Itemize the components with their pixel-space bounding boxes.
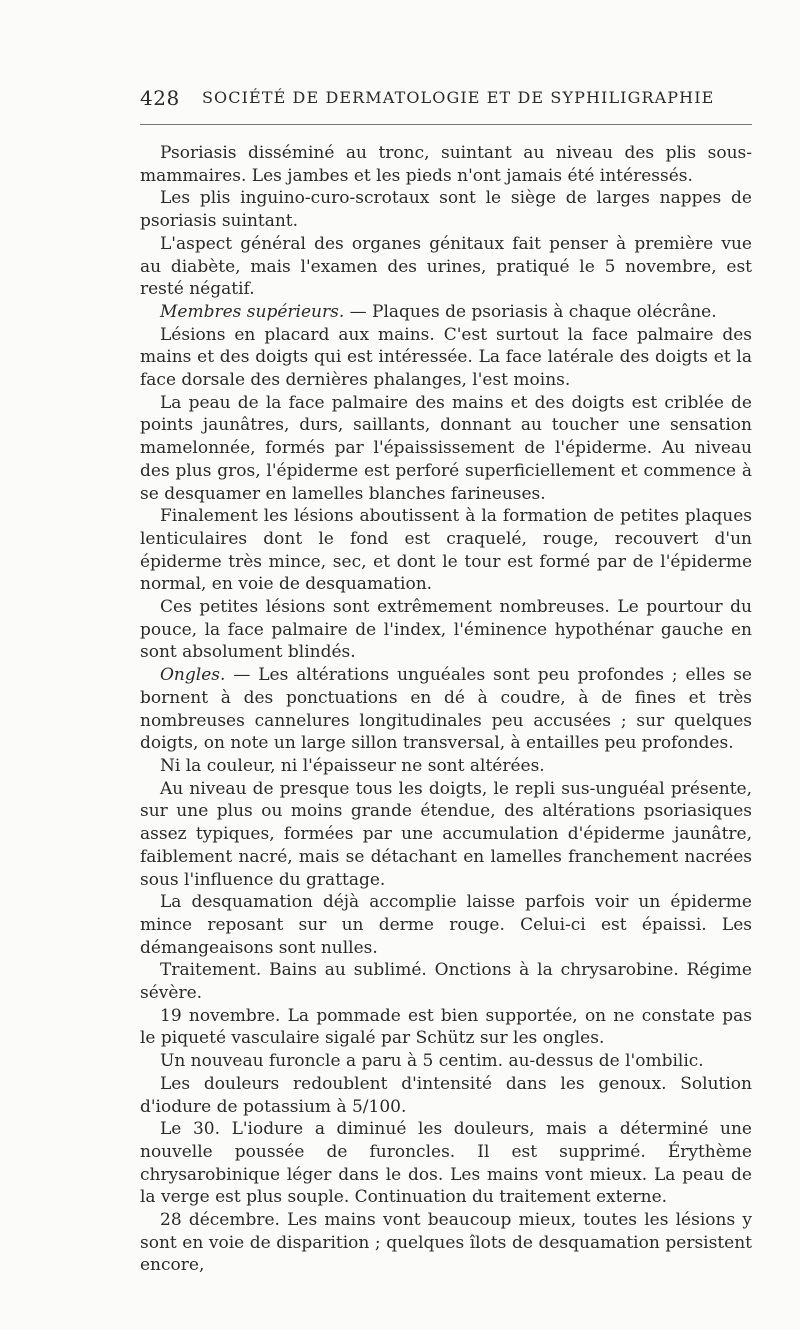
paragraph: Ni la couleur, ni l'épaisseur ne sont altérées.: [160, 755, 545, 776]
paragraph: [140, 664, 752, 755]
paragraph: Lésions en placard aux mains. C'est surtout la face palmaire des mains et des doigts qui est intéressée. La face latérale des doigts et la face dorsale des dernières phalanges, l'est moins.: [140, 324, 752, 391]
running-title: SOCIÉTÉ DE DERMATOLOGIE ET DE SYPHILIGRAPHIE: [202, 88, 715, 107]
paragraph: 19 novembre. La pommade est bien supportée, on ne constate pas le piqueté vasculaire sigalé par Schütz sur les ongles.: [140, 1005, 752, 1049]
paragraph: Ces petites lésions sont extrêmement nombreuses. Le pourtour du pouce, la face palmaire de l'index, l'éminence hypothénar gauche en sont absolument blindés.: [140, 597, 752, 663]
section-label: Membres supérieurs.: [160, 301, 345, 322]
paragraph: Psoriasis disséminé au tronc, suintant au niveau des plis sous-mammaires. Les jambes et les pieds n'ont jamais été intéressés.: [140, 143, 752, 186]
paragraph: [140, 301, 752, 324]
page-number: 428: [140, 86, 180, 110]
paragraph-text: — Les altérations unguéales sont peu profondes ; elles se bornent à des ponctuations en dé à coudre, à de fines et très nombreuses cannelures longitudinales peu accusées ; sur quelques doigts, on note un large sillon transversal, à entailles peu profondes.: [140, 665, 752, 754]
paragraph: 28 décembre. Les mains vont beaucoup mieux, toutes les lésions y sont en voie de disparition ; quelques îlots de desquamation persistent encore,: [140, 1210, 752, 1276]
paragraph: Les plis inguino-curo-scrotaux sont le siège de larges nappes de psoriasis suintant.: [140, 188, 752, 232]
paragraph: Finalement les lésions aboutissent à la formation de petites plaques lenticulaires dont le fond est craquelé, rouge, recouvert d'un épiderme très mince, sec, et dont le tour est formé par de l'épiderme normal, en voie de desquamation.: [140, 506, 752, 595]
section-label: Ongles.: [160, 665, 226, 686]
paragraph-text: — Plaques de psoriasis à chaque olécrâne.: [344, 301, 717, 322]
paragraph: La peau de la face palmaire des mains et des doigts est criblée de points jaunâtres, durs, saillants, donnant au toucher une sensation mamelonnée, formés par l'épaississement de l'épiderme. Au niveau des plus gros, l'épiderme est perforé superficiellement et commence à se desquamer en lamelles blanches farineuses.: [140, 392, 752, 504]
page-header: [140, 86, 756, 114]
paragraph: Le 30. L'iodure a diminué les douleurs, mais a déterminé une nouvelle poussée de furoncles. Il est supprimé. Érythème chrysarobinique léger dans le dos. Les mains vont mieux. La peau de la verge est plus souple. Continuation du traitement externe.: [140, 1119, 752, 1208]
body-text: [140, 142, 752, 1277]
header-rule: [140, 124, 752, 125]
paragraph: L'aspect général des organes génitaux fait penser à première vue au diabète, mais l'examen des urines, pratiqué le 5 novembre, est resté négatif.: [140, 233, 752, 300]
paragraph: Traitement. Bains au sublimé. Onctions à la chrysarobine. Régime sévère.: [140, 960, 752, 1004]
paragraph: Au niveau de presque tous les doigts, le repli sus-unguéal présente, sur une plus ou moins grande étendue, des altérations psoriasiques assez typiques, formées par une accumulation d'épiderme jaunâtre, faiblement nacré, mais se détachant en lamelles franchement nacrées sous l'influence du grattage.: [140, 778, 752, 890]
paragraph: Un nouveau furoncle a paru à 5 centim. au-dessus de l'ombilic.: [160, 1051, 704, 1072]
paragraph: Les douleurs redoublent d'intensité dans les genoux. Solution d'iodure de potassium à 5/100.: [140, 1073, 752, 1117]
paragraph: La desquamation déjà accomplie laisse parfois voir un épiderme mince reposant sur un derme rouge. Celui-ci est épaissi. Les démangeaisons sont nulles.: [140, 892, 752, 958]
